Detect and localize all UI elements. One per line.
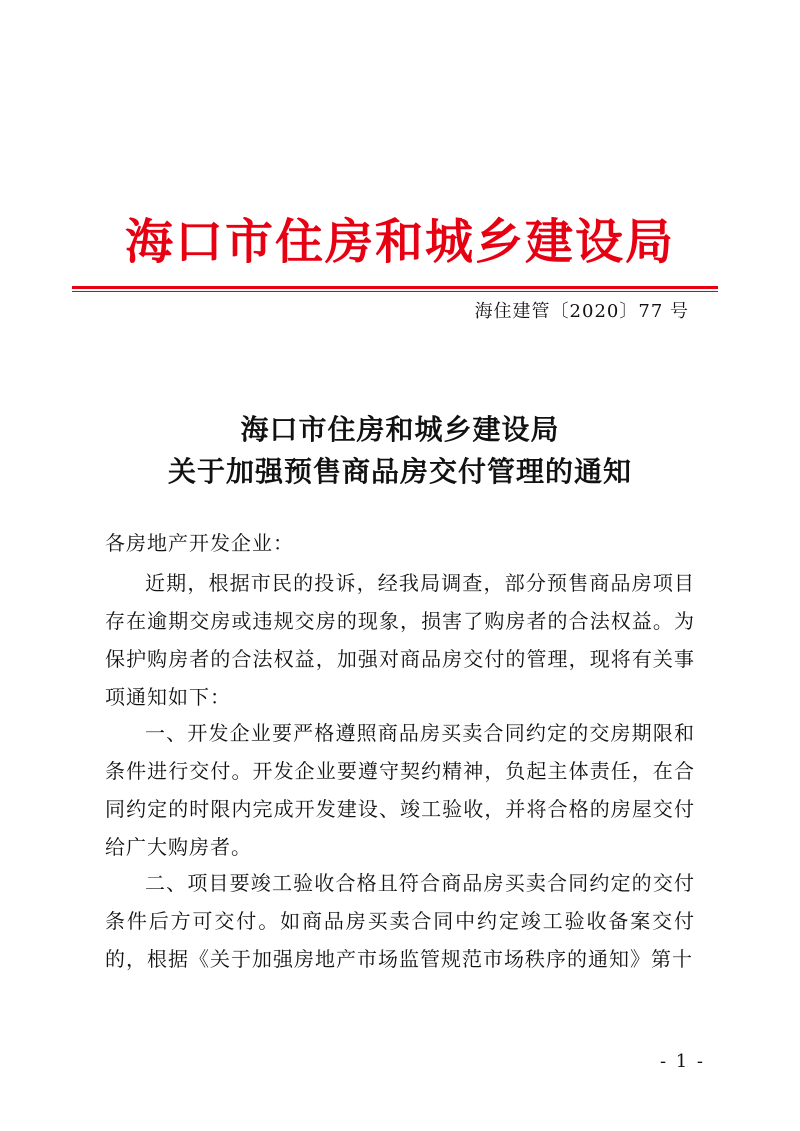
paragraph-text: 近期，根据市民的投诉，经我局调查，部分预售商品房项目存在逾期交房或违规交房的现象，损害了购房者的合法权益。为保护购房者的合法权益，加强对商品房交付的管理，现将有关事项通知如下：	[105, 571, 695, 709]
masthead-red-rule	[72, 286, 718, 289]
salutation: 各房地产开发企业：	[105, 531, 294, 555]
body-paragraph-1	[105, 564, 695, 716]
notice-title-line-2: 关于加强预售商品房交付管理的通知	[167, 455, 632, 488]
paragraph-text: 二、项目要竣工验收合格且符合商品房买卖合同约定的交付条件后方可交付。如商品房买卖合同中约定竣工验收备案交付的，根据《关于加强房地产市场监管规范市场秩序的通知》第十	[105, 871, 695, 971]
body-paragraph-3	[105, 864, 695, 978]
paragraph-text: 一、开发企业要严格遵照商品房买卖合同约定的交房期限和条件进行交付。开发企业要遵守契约精神，负起主体责任，在合同约定的时限内完成开发建设、竣工验收，并将合格的房屋交付给广大购房者。	[105, 721, 695, 859]
notice-title-line-1: 海口市住房和城乡建设局	[240, 413, 560, 446]
masthead-red-rule-thin	[72, 291, 718, 292]
masthead-org-name: 海口市住房和城乡建设局	[124, 214, 675, 270]
body-paragraph-2	[105, 714, 695, 866]
document-number: 海住建管〔2020〕77 号	[474, 301, 689, 322]
page-number: - 1 -	[659, 1051, 705, 1072]
